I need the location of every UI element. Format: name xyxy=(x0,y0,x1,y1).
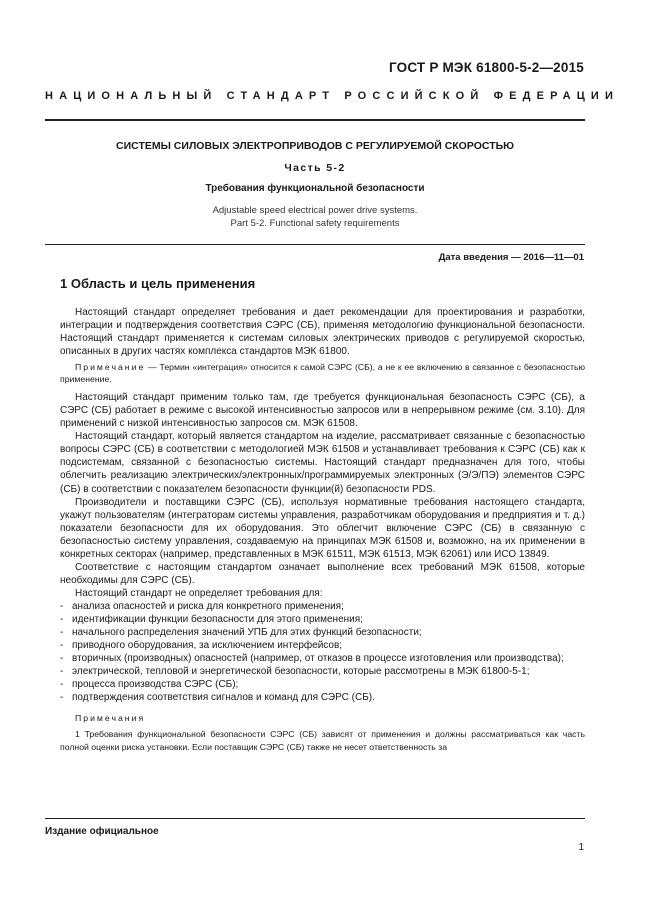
list-item: - анализа опасностей и риска для конкретного применения; xyxy=(60,600,344,612)
list-item: - вторичных (производных) опасностей (например, от отказов в процессе изготовления или производства); xyxy=(60,653,564,665)
paragraph-1: Настоящий стандарт определяет требования и дает рекомендации для проектирования и разработки, интеграции и подтверждения соответствия СЭРС (СБ), применяя методологию функциональной безопасности. Настоящий стандарт применяется к системам силовых электрических приводов с регулируемой скоростью, описанных в других частях комплекса стандартов МЭК 61800. xyxy=(60,307,585,358)
national-standard-banner: НАЦИОНАЛЬНЫЙ СТАНДАРТ РОССИЙСКОЙ ФЕДЕРАЦИИ xyxy=(45,90,620,102)
english-title xyxy=(45,204,585,230)
paragraph-3: Настоящий стандарт, который является стандартом на изделие, рассматривает связанные с безопасностью вопросы СЭРС (СБ) в соответствии с методологией МЭК 61508 и устанавливает требования к СЭРС (СБ) как к подсистемам, связанной с безопасностью системы. Настоящий стандарт предназначен для того, чтобы облегчить реализацию электрических/электронных/программируемых электронных (Э/Э/ПЭ) элементов СЭРС (СБ) в соответствии с показателем безопасности функции(й) безопасности PDS. xyxy=(60,431,585,495)
note xyxy=(60,361,585,385)
document-subtitle: Требования функциональной безопасности xyxy=(205,183,425,194)
note-1: 1 Требования функциональной безопасности СЭРС (СБ) зависят от применения и должны рассматриваться как часть полной оценки риска установки. Если поставщик СЭРС (СБ) также не несет ответственность за xyxy=(60,729,585,753)
list-item: - электрической, тепловой и энергетической безопасности, которые рассмотрены в МЭК 61800-5-1; xyxy=(60,666,530,678)
paragraph-6: Настоящий стандарт не определяет требования для: xyxy=(75,587,323,599)
exclusions-list xyxy=(60,600,585,704)
list-item: - приводного оборудования, за исключением интерфейсов; xyxy=(60,640,343,652)
notes-label: Примечания xyxy=(75,713,146,724)
list-item: - идентификации функции безопасности для этого применения; xyxy=(60,613,363,625)
title-divider xyxy=(45,244,585,245)
header-divider xyxy=(45,119,585,121)
edition-label: Издание официальное xyxy=(45,826,159,837)
page-number: 1 xyxy=(578,842,584,853)
introduction-date: Дата введения — 2016—11—01 xyxy=(438,252,584,263)
footer-divider xyxy=(45,818,585,819)
document-part: Часть 5-2 xyxy=(284,162,346,174)
document-title: СИСТЕМЫ СИЛОВЫХ ЭЛЕКТРОПРИВОДОВ С РЕГУЛИРУЕМОЙ СКОРОСТЬЮ xyxy=(116,140,514,152)
section-body xyxy=(60,306,585,754)
note-label: Примечание xyxy=(75,362,146,373)
list-item: - процесса производства СЭРС (СБ); xyxy=(60,679,239,691)
paragraph-2: Настоящий стандарт применим только там, где требуется функциональная безопасность СЭРС (СБ), а СЭРС (СБ) работает в режиме с высокой интенсивностью запросов или в непрерывном режиме (см. 3.10). Для применений с низкой интенсивностью запросов см. МЭК 61508. xyxy=(60,392,585,430)
note-text: — Термин «интеграция» относится к самой СЭРС (СБ), а не к ее включению в связанное с безопасностью применение. xyxy=(60,362,585,385)
standard-number: ГОСТ Р МЭК 61800-5-2—2015 xyxy=(388,60,584,75)
english-title-line-2: Part 5-2. Functional safety requirements xyxy=(230,218,400,229)
list-item: - начального распределения значений УПБ для этих функций безопасности; xyxy=(60,627,422,639)
paragraph-5: Соответствие с настоящим стандартом означает выполнение всех требований МЭК 61508, которые необходимы для СЭРС (СБ). xyxy=(60,561,585,586)
english-title-line-1: Adjustable speed electrical power drive systems. xyxy=(212,205,418,216)
section-heading: 1 Область и цель применения xyxy=(60,276,256,291)
paragraph-4: Производители и поставщики СЭРС (СБ), используя нормативные требования настоящего стандарта, укажут пользователям (интеграторам системы управления, разработчикам оборудования и предприятия и т. д.) показатели безопасности для их оборудования. Это облегчит включение СЭРС (СБ) в связанную с безопасностью систему управления, создаваемую на принципах МЭК 61508 и, возможно, на их применении в конкретных секторах (например, представленных в МЭК 61511, МЭК 61513, МЭК 62061) или ИСО 13849. xyxy=(60,496,585,560)
list-item: - подтверждения соответствия сигналов и команд для СЭРС (СБ). xyxy=(60,692,375,704)
